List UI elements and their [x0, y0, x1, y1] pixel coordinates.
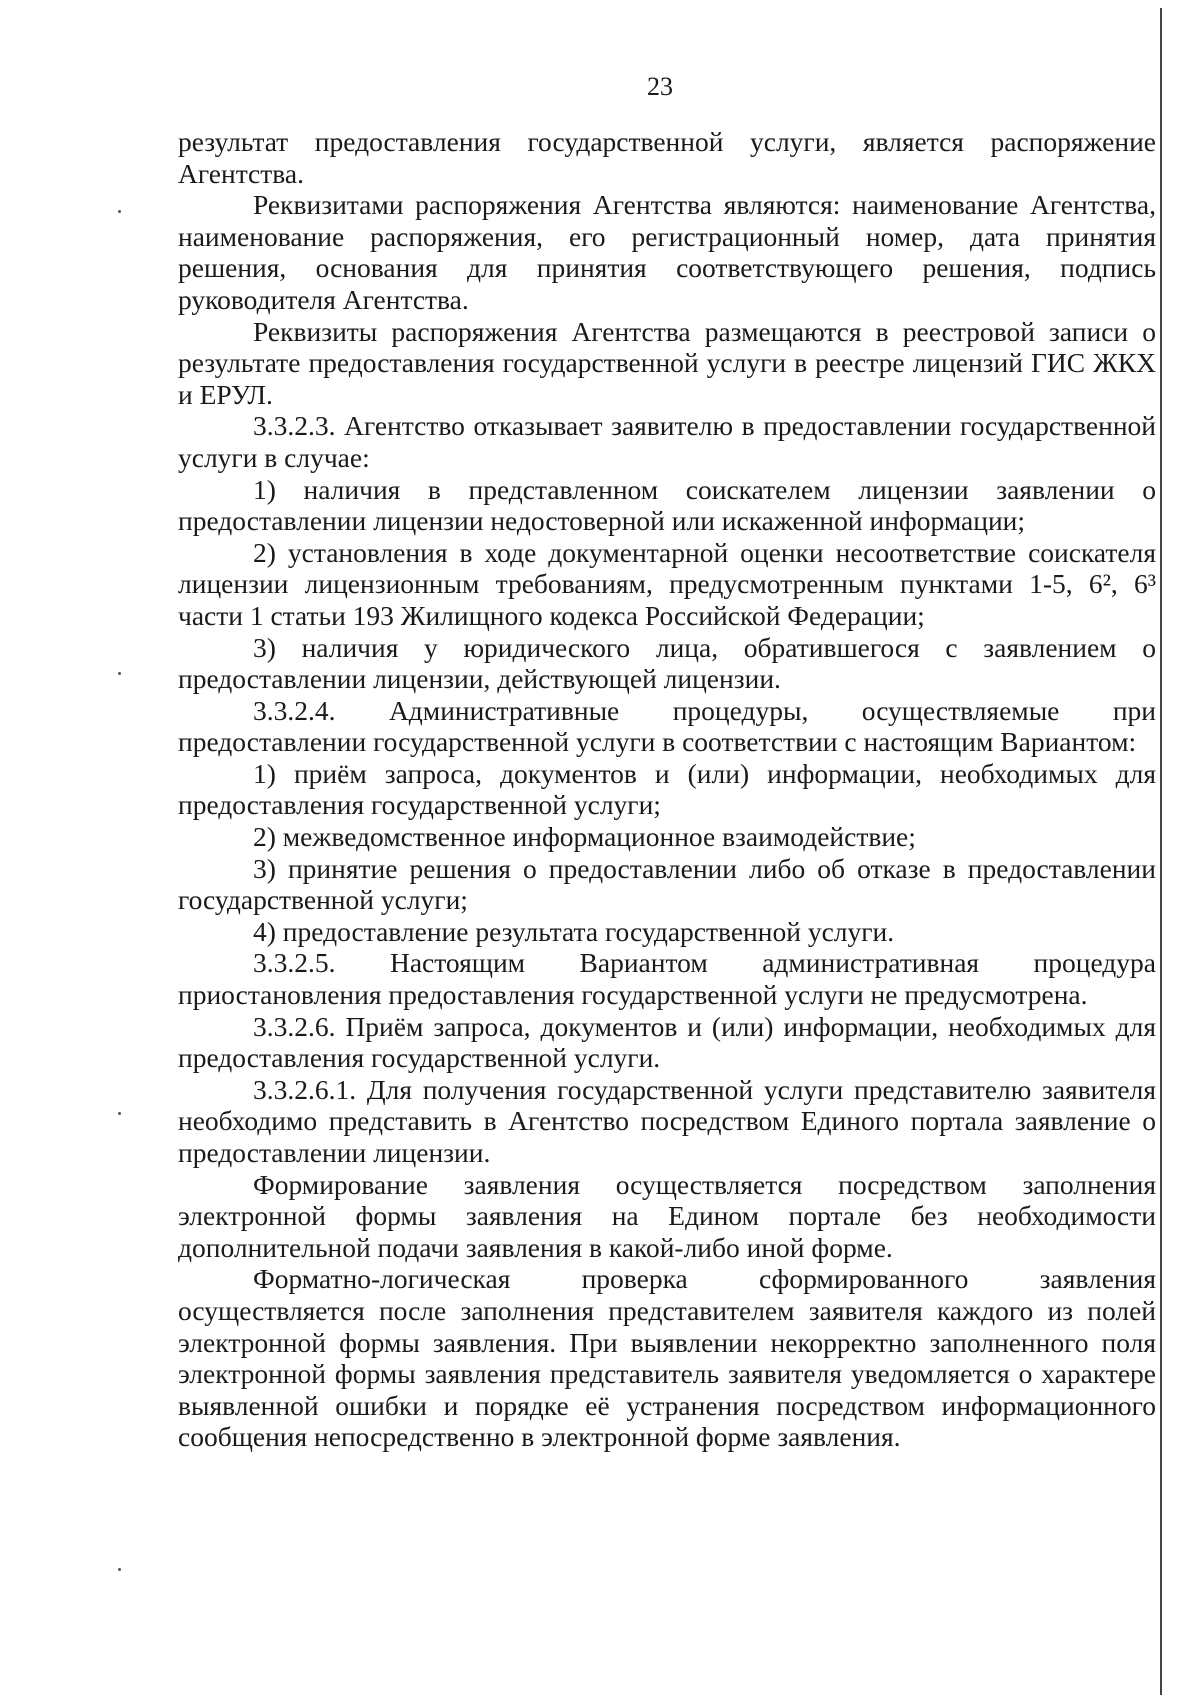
- list-item: 3) наличия у юридического лица, обратившегося с заявлением о предоставлении лицензии, действующей лицензии.: [178, 631, 1156, 695]
- list-item: 1) приём запроса, документов и (или) информации, необходимых для предоставления государственной услуги;: [178, 757, 1156, 821]
- list-item: 2) межведомственное информационное взаимодействие;: [253, 821, 916, 853]
- paragraph: 3.3.2.4. Административные процедуры, осуществляемые при предоставлении государственной услуги в соответствии с настоящим Вариантом:: [178, 694, 1156, 758]
- paragraph: 3.3.2.6.1. Для получения государственной услуги представителю заявителя необходимо представить в Агентство посредством Единого портала заявление о предоставлении лицензии.: [178, 1073, 1156, 1168]
- paragraph: 3.3.2.3. Агентство отказывает заявителю в предоставлении государственной услуги в случае:: [178, 410, 1156, 473]
- list-item: 1) наличия в представленном соискателем лицензии заявлении о предоставлении лицензии недостоверной или искаженной информации;: [178, 473, 1156, 537]
- paragraph: 3.3.2.6. Приём запроса, документов и (или) информации, необходимых для предоставления государственной услуги.: [178, 1010, 1156, 1074]
- paragraph: Реквизиты распоряжения Агентства размещаются в реестровой записи о результате предоставления государственной услуги в реестре лицензий ГИС ЖКХ и ЕРУЛ.: [178, 315, 1156, 410]
- paragraph: Форматно-логическая проверка сформированного заявления осуществляется после заполнения представителем заявителя каждого из полей электронной формы заявления. При выявлении некорректно заполненного поля электронной формы заявления представитель заявителя уведомляется о характере выявленной ошибки и порядке её устранения посредством информационного сообщения непосредственно в электронной форме заявления.: [178, 1263, 1156, 1453]
- scan-edge-line: [1160, 8, 1162, 1695]
- document-body: [178, 126, 1156, 1453]
- scan-speck: [118, 672, 121, 675]
- list-item: 4) предоставление результата государственной услуги.: [253, 915, 895, 947]
- scan-speck: [118, 210, 121, 213]
- scan-speck: [118, 1112, 121, 1115]
- list-item: 3) принятие решения о предоставлении либо об отказе в предоставлении государственной услуги;: [178, 852, 1156, 916]
- list-item: 2) установления в ходе документарной оценки несоответствие соискателя лицензии лицензионным требованиям, предусмотренным пунктами 1-5, 6², 6³ части 1 статьи 193 Жилищного кодекса Российской Федерации;: [178, 536, 1156, 631]
- page-number: 23: [647, 72, 673, 101]
- scan-speck: [118, 1568, 121, 1571]
- paragraph: результат предоставления государственной услуги, является распоряжение Агентства.: [178, 126, 1156, 189]
- paragraph: 3.3.2.5. Настоящим Вариантом административная процедура приостановления предоставления государственной услуги не предусмотрена.: [178, 947, 1156, 1011]
- paragraph: Формирование заявления осуществляется посредством заполнения электронной формы заявления на Едином портале без необходимости дополнительной подачи заявления в какой-либо иной форме.: [178, 1168, 1156, 1263]
- paragraph: Реквизитами распоряжения Агентства являются: наименование Агентства, наименование распоряжения, его регистрационный номер, дата принятия решения, основания для принятия соответствующего решения, подпись руководителя Агентства.: [178, 189, 1156, 315]
